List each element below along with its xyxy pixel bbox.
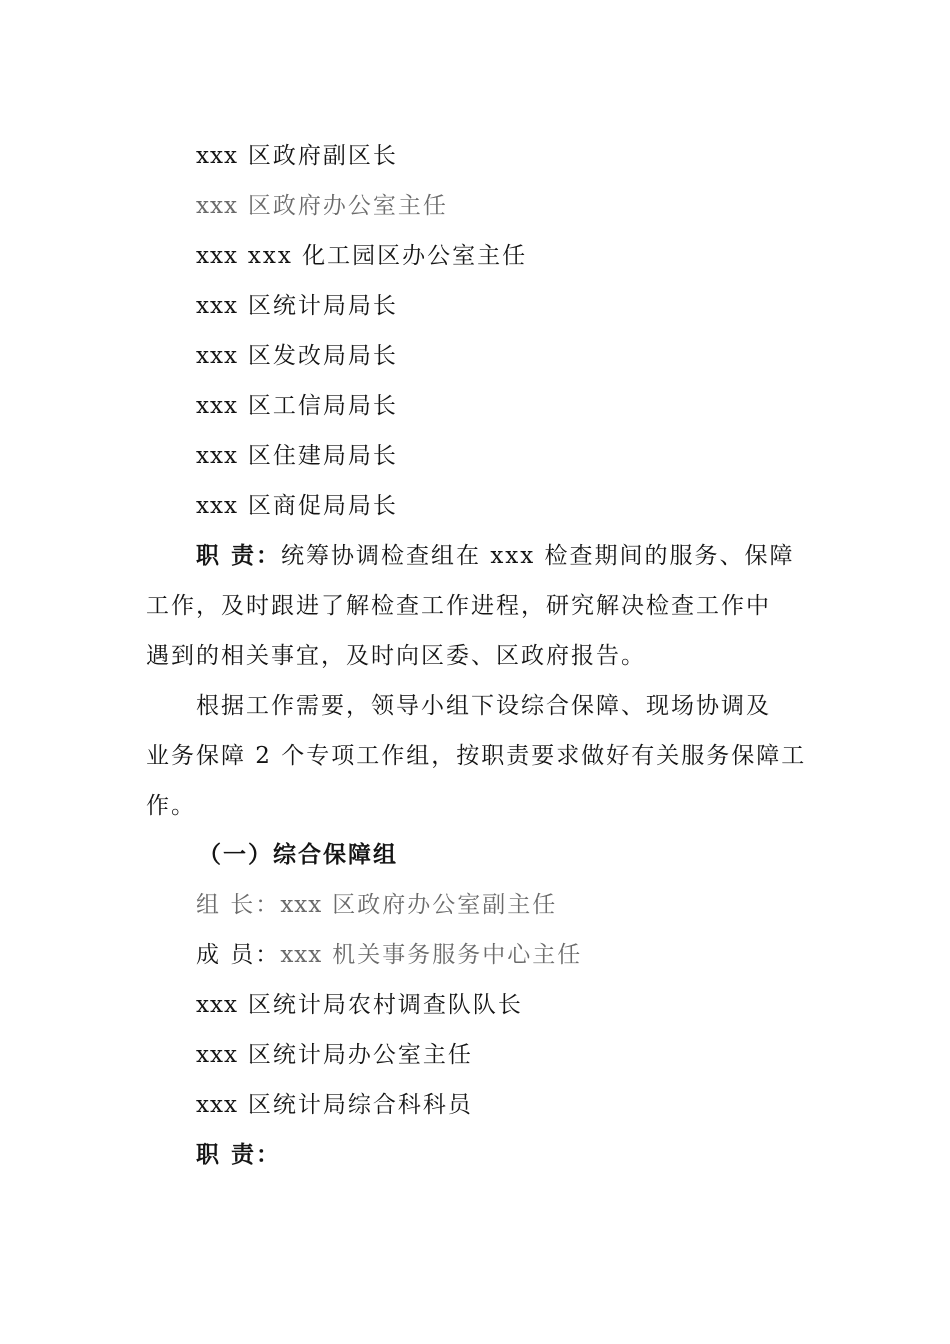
member-line <box>196 287 398 320</box>
member-role: 区政府副区长 <box>247 143 398 169</box>
member-name: xxx <box>196 992 238 1018</box>
member-role: 区商促局局长 <box>247 493 398 519</box>
member-role: 机关事务服务中心主任 <box>332 942 583 968</box>
member-name: xxx <box>196 143 238 169</box>
member-line <box>196 237 527 270</box>
section-heading: （一）综合保障组 <box>198 841 398 868</box>
duty-text-line: 工作，及时跟进了解检查工作进程，研究解决检查工作中 <box>146 593 771 619</box>
duty-label: 职 责： <box>196 1141 282 1168</box>
member-line <box>196 1086 473 1119</box>
member-role: 区统计局办公室主任 <box>247 1042 473 1068</box>
member-line <box>196 487 398 520</box>
member-role: 区统计局农村调查队队长 <box>247 992 523 1018</box>
leader-label: 组 长： <box>196 892 281 918</box>
member-name: xxx <box>196 293 238 319</box>
member-name: xxx <box>196 493 238 519</box>
member-line <box>196 187 448 220</box>
member-name: xxx <box>196 243 238 269</box>
paragraph-line: 根据工作需要，领导小组下设综合保障、现场协调及 <box>196 693 771 719</box>
member-line <box>196 437 398 470</box>
member-line <box>196 387 398 420</box>
member-name: xxx <box>196 1042 238 1068</box>
member-role: xxx 化工园区办公室主任 <box>247 243 528 269</box>
member-role: 区工信局局长 <box>247 393 398 419</box>
member-head-line <box>196 936 582 969</box>
member-name: xxx <box>196 1092 238 1118</box>
paragraph-line: 业务保障 2 个专项工作组，按职责要求做好有关服务保障工 <box>146 743 807 769</box>
duty-text: 统筹协调检查组在 xxx 检查期间的服务、保障 <box>281 543 795 569</box>
member-role: 区发改局局长 <box>247 343 398 369</box>
member-name: xxx <box>280 942 323 968</box>
member-name: xxx <box>196 193 238 219</box>
leader-name: xxx <box>280 892 323 918</box>
member-line <box>196 337 398 370</box>
member-role: 区统计局综合科科员 <box>247 1092 473 1118</box>
member-line <box>196 137 398 170</box>
member-role: 区政府办公室主任 <box>247 193 448 219</box>
member-role: 区住建局局长 <box>247 443 398 469</box>
member-role: 区统计局局长 <box>247 293 398 319</box>
leader-role: 区政府办公室副主任 <box>332 892 558 918</box>
paragraph-line: 作。 <box>146 793 196 819</box>
member-line <box>196 986 523 1019</box>
duty-text-line: 遇到的相关事宜，及时向区委、区政府报告。 <box>146 643 646 669</box>
member-name: xxx <box>196 343 238 369</box>
member-label: 成 员： <box>196 942 281 968</box>
duty-label: 职 责： <box>196 542 282 569</box>
member-name: xxx <box>196 443 238 469</box>
duty-paragraph-line <box>196 537 795 570</box>
leader-line <box>196 886 557 919</box>
member-line <box>196 1036 473 1069</box>
member-name: xxx <box>196 393 238 419</box>
